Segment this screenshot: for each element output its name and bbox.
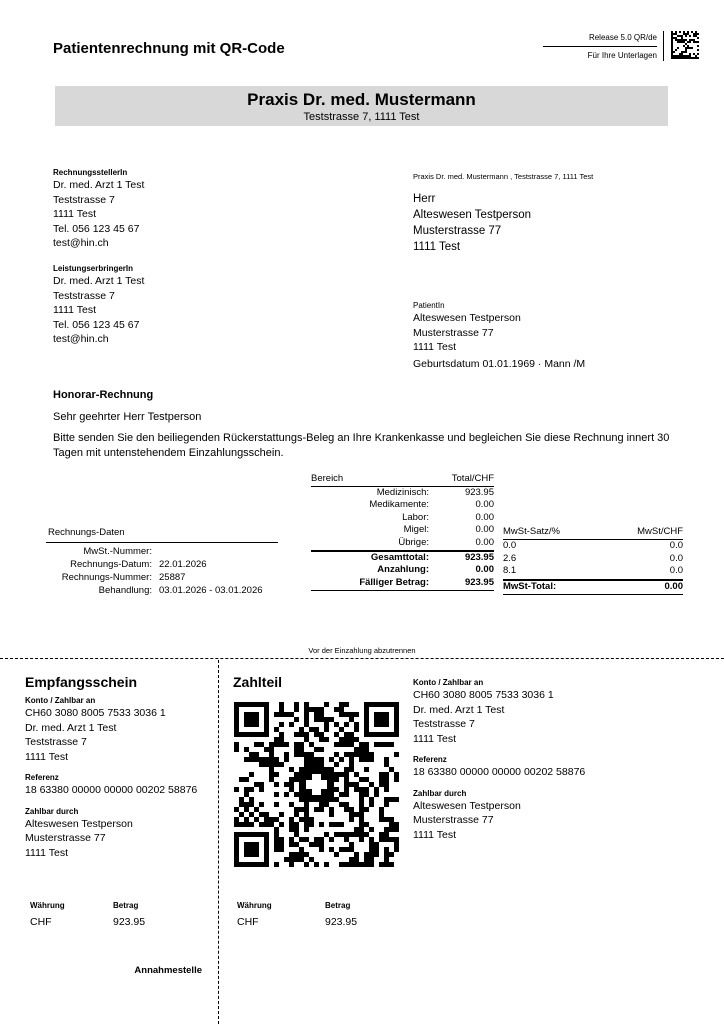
totals-header-area: Bereich — [311, 473, 344, 484]
totals-table — [311, 473, 494, 591]
recipient-address — [413, 191, 643, 255]
receipt-payable-by: Zahlbar durch Alteswesen Testperson Musterstrasse 77 1111 Test — [25, 806, 133, 859]
receipt-account: Konto / Zahlbar an CH60 3080 8005 7533 3036 1 Dr. med. Arzt 1 Test Teststrasse 7 1111 Test — [25, 696, 166, 763]
acceptance-point-label: Annahmestelle — [134, 965, 202, 976]
practice-address: Teststrasse 7, 1111 Test — [303, 111, 420, 123]
totals-row: Migel: 0.00 — [403, 524, 494, 536]
vat-row: 8.1 0.0 — [503, 565, 683, 577]
totals-row: Medizinisch: 923.95 — [376, 487, 494, 498]
provider-line: Tel. 056 123 45 67 — [53, 318, 140, 331]
invoice-detail-row: MwSt.-Nummer: — [83, 545, 152, 557]
swiss-qr-code-icon — [234, 702, 399, 867]
payment-currency-amount: Währung CHF Betrag 923.95 — [237, 901, 358, 928]
payment-currency: CHF — [237, 916, 259, 928]
patient-block — [413, 301, 643, 355]
recipient-line: Herr — [413, 193, 436, 205]
invoice-details — [46, 527, 278, 597]
biller-line: Tel. 056 123 45 67 — [53, 222, 140, 235]
totals-due-row: Fälliger Betrag: 923.95 — [359, 576, 494, 588]
page-title: Patientenrechnung mit QR-Code — [53, 40, 285, 57]
invoice-detail-row: Rechnungs-Nummer: 25887 — [61, 571, 186, 583]
receipt-currency: CHF — [30, 916, 52, 928]
header-divider — [663, 31, 664, 61]
recipient-line: Alteswesen Testperson — [413, 209, 532, 221]
recipient-line: 1111 Test — [413, 241, 461, 253]
vat-total-row: MwSt-Total: 0.00 — [503, 580, 683, 592]
detach-note: Vor der Einzahlung abzutrennen — [308, 646, 416, 655]
detach-line — [0, 658, 724, 659]
vat-table — [503, 526, 683, 595]
section-title: Honorar-Rechnung — [53, 389, 154, 401]
payment-info-column — [413, 678, 693, 851]
receipt-currency-amount: Währung CHF Betrag 923.95 — [30, 901, 146, 928]
biller-label: RechnungsstellerIn — [53, 168, 128, 177]
letter-body: Bitte senden Sie den beiliegenden Rückerstattungs-Beleg an Ihre Krankenkasse und begleichen Sie diese Rechnung innert 30 Tagen mit untenstehendem Einzahlungsschein. — [53, 432, 670, 459]
salutation: Sehr geehrter Herr Testperson — [53, 411, 202, 423]
provider-line: 1111 Test — [53, 304, 97, 316]
receipt-section — [25, 674, 207, 869]
totals-deposit-row: Anzahlung: 0.00 — [377, 564, 494, 576]
totals-grandtotal-row: Gesamttotal: 923.95 — [370, 552, 494, 564]
totals-row: Labor: 0.00 — [402, 511, 494, 523]
receipt-amount: 923.95 — [113, 916, 146, 928]
provider-line: Teststrasse 7 — [53, 289, 115, 302]
patient-label: PatientIn — [413, 301, 445, 310]
vat-header-amount: MwSt/CHF — [637, 526, 683, 537]
payment-part-title: Zahlteil — [233, 674, 283, 690]
receipt-reference: Referenz 18 63380 00000 00000 00202 58876 — [25, 773, 198, 796]
release-label: Release 5.0 QR/de — [543, 33, 657, 47]
invoice-detail-row: Behandlung: 03.01.2026 - 03.01.2026 — [98, 584, 263, 596]
receipt-title: Empfangsschein — [25, 674, 138, 690]
biller-line: Dr. med. Arzt 1 Test — [53, 179, 145, 191]
sender-line: Praxis Dr. med. Mustermann , Teststrasse 7, 1111 Test — [413, 172, 594, 181]
patient-line: 1111 Test — [413, 341, 457, 353]
provider-line: test@hin.ch — [53, 333, 109, 345]
biller-line: Teststrasse 7 — [53, 193, 115, 206]
provider-label: LeistungserbringerIn — [53, 264, 134, 273]
biller-block — [53, 168, 273, 251]
payment-account: Konto / Zahlbar an CH60 3080 8005 7533 3036 1 Dr. med. Arzt 1 Test Teststrasse 7 1111 Test — [413, 678, 554, 745]
practice-name: Praxis Dr. med. Mustermann — [247, 90, 476, 109]
biller-line: test@hin.ch — [53, 237, 109, 249]
copy-label: Für Ihre Unterlagen — [587, 51, 657, 60]
provider-block — [53, 264, 273, 347]
payment-amount: 923.95 — [325, 916, 358, 928]
biller-line: 1111 Test — [53, 208, 97, 220]
birthdate-line: Geburtsdatum 01.01.1969 · Mann /M — [413, 358, 586, 370]
release-box — [543, 33, 657, 60]
slip-divider — [218, 660, 219, 1024]
totals-header — [311, 473, 494, 487]
recipient-line: Musterstrasse 77 — [413, 225, 502, 237]
practice-banner — [55, 86, 668, 126]
datamatrix-icon — [671, 31, 699, 59]
vat-row: 2.6 0.0 — [503, 552, 683, 564]
invoice-details-title: Rechnungs-Daten — [46, 527, 278, 543]
invoice-detail-row: Rechnungs-Datum: 22.01.2026 — [70, 558, 207, 570]
vat-header — [503, 526, 683, 540]
provider-line: Dr. med. Arzt 1 Test — [53, 275, 145, 287]
payment-payable-by: Zahlbar durch Alteswesen Testperson Musterstrasse 77 1111 Test — [413, 788, 521, 841]
totals-header-amount: Total/CHF — [451, 473, 494, 484]
totals-row: Übrige: 0.00 — [398, 536, 494, 548]
patient-line: Musterstrasse 77 — [413, 326, 494, 339]
patient-line: Alteswesen Testperson — [413, 312, 521, 324]
totals-row: Medikamente: 0.00 — [369, 499, 494, 511]
payment-reference: Referenz 18 63380 00000 00000 00202 58876 — [413, 755, 586, 778]
vat-header-rate: MwSt-Satz/% — [503, 526, 561, 537]
vat-row: 0.0 0.0 — [503, 540, 683, 551]
